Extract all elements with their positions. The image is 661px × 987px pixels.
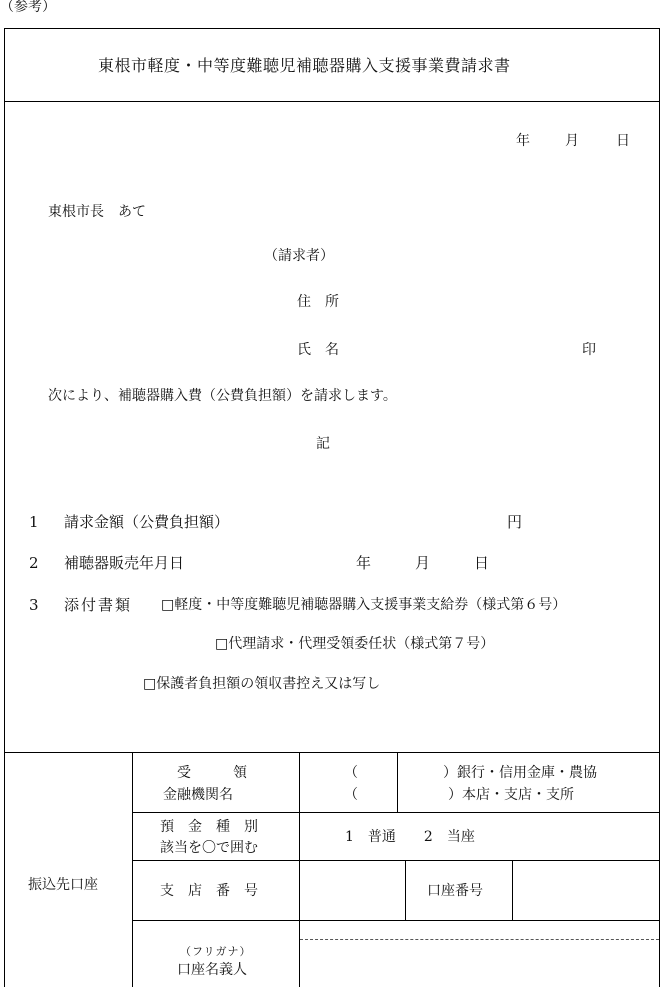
institution-label-line2: 金融機関名 — [163, 787, 233, 803]
deposit-type-options[interactable]: 1 普通 2 当座 — [345, 829, 475, 845]
addressee: 東根市長 あて — [48, 204, 146, 220]
transfer-account-label: 振込先口座 — [28, 877, 98, 893]
attachment-checkbox-item[interactable]: □軽度・中等度難聴児補聴器購入支援事業支給券（様式第６号） — [161, 597, 567, 613]
seal-mark: 印 — [582, 342, 596, 358]
furigana-label: （フリガナ） — [180, 945, 252, 958]
date-day: 日 — [616, 133, 630, 149]
account-holder-label: 口座名義人 — [177, 962, 247, 978]
item1-unit: 円 — [507, 513, 523, 531]
date-year: 年 — [516, 133, 530, 149]
item3-number: 3 — [29, 596, 39, 614]
account-holder-field[interactable] — [300, 921, 659, 987]
title-divider — [4, 101, 660, 102]
account-number-field[interactable] — [513, 861, 659, 920]
bank-name-paren: （ — [344, 765, 358, 781]
bank-type-options: ）銀行・信用金庫・農協 — [443, 765, 597, 781]
branch-number-field[interactable] — [300, 861, 405, 920]
item2-day: 日 — [474, 554, 490, 572]
item1-number: 1 — [29, 513, 39, 531]
reference-note: （参考） — [0, 0, 56, 15]
institution-label-line1: 受 領 — [177, 765, 247, 781]
item3-label: 添付書類 — [64, 596, 133, 614]
attachment-checkbox-item[interactable]: □代理請求・代理受領委任状（様式第７号） — [215, 636, 495, 652]
attachment-checkbox-item[interactable]: □保護者負担額の領収書控え又は写し — [143, 676, 381, 692]
item2-number: 2 — [29, 554, 39, 572]
item2-month: 月 — [415, 554, 431, 572]
item2-year: 年 — [356, 554, 372, 572]
requester-heading: （請求者） — [264, 248, 334, 264]
deposit-type-label-line1: 預 金 種 別 — [160, 819, 258, 835]
date-month: 月 — [565, 133, 579, 149]
branch-type-options: ）本店・支店・支所 — [448, 787, 574, 803]
deposit-type-label-line2: 該当を〇で囲む — [160, 840, 258, 856]
branch-number-label: 支 店 番 号 — [160, 883, 258, 899]
item2-label: 補聴器販売年月日 — [64, 554, 185, 572]
name-label: 氏 名 — [297, 342, 339, 358]
branch-name-paren: （ — [344, 787, 358, 803]
request-statement: 次により、補聴器購入費（公費負担額）を請求します。 — [48, 388, 397, 404]
address-label: 住 所 — [297, 294, 339, 310]
form-title: 東根市軽度・中等度難聴児補聴器購入支援事業費請求書 — [98, 56, 511, 75]
item1-label: 請求金額（公費負担額） — [64, 513, 230, 531]
ki-mark: 記 — [316, 436, 330, 452]
account-number-label: 口座番号 — [427, 883, 483, 899]
